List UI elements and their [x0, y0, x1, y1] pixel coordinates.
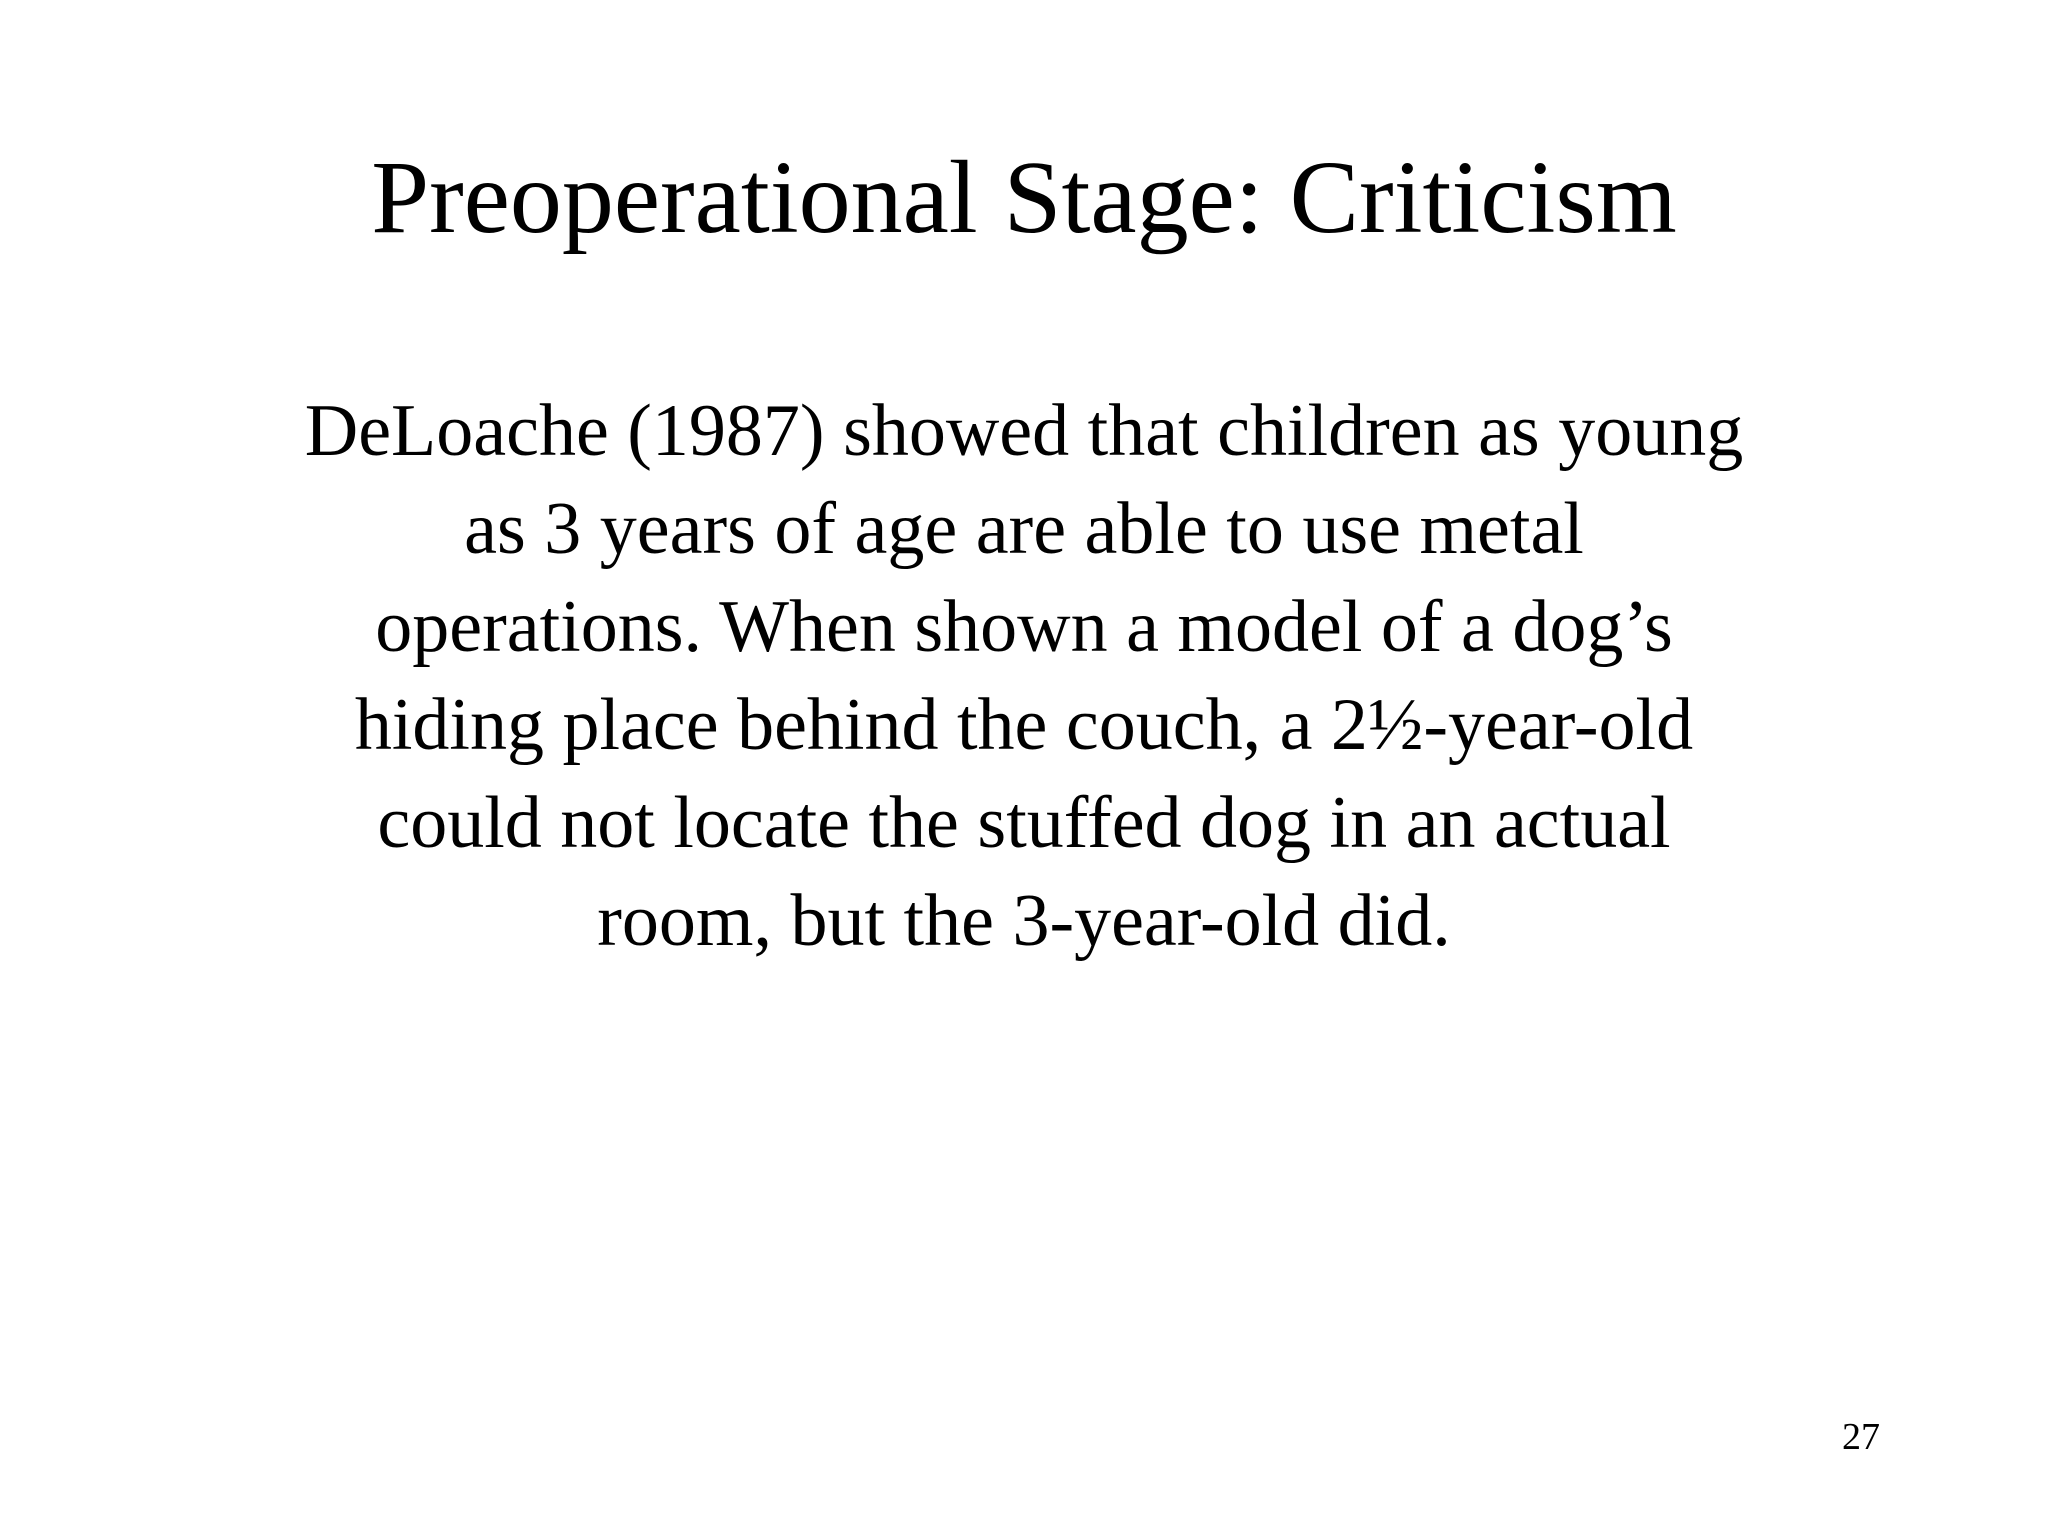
slide-title: Preoperational Stage: Criticism — [371, 140, 1677, 255]
body-line: could not locate the stuffed dog in an actual — [377, 782, 1671, 864]
slide-body — [100, 382, 1948, 970]
body-line: operations. When shown a model of a dog’s — [375, 586, 1673, 668]
body-line: as 3 years of age are able to use metal — [464, 488, 1584, 570]
page-number: 27 — [1842, 1416, 1880, 1458]
body-line: hiding place behind the couch, a 2½-year-old — [354, 684, 1694, 766]
body-line: DeLoache (1987) showed that children as young — [304, 390, 1744, 472]
body-line: room, but the 3-year-old did. — [597, 880, 1451, 962]
